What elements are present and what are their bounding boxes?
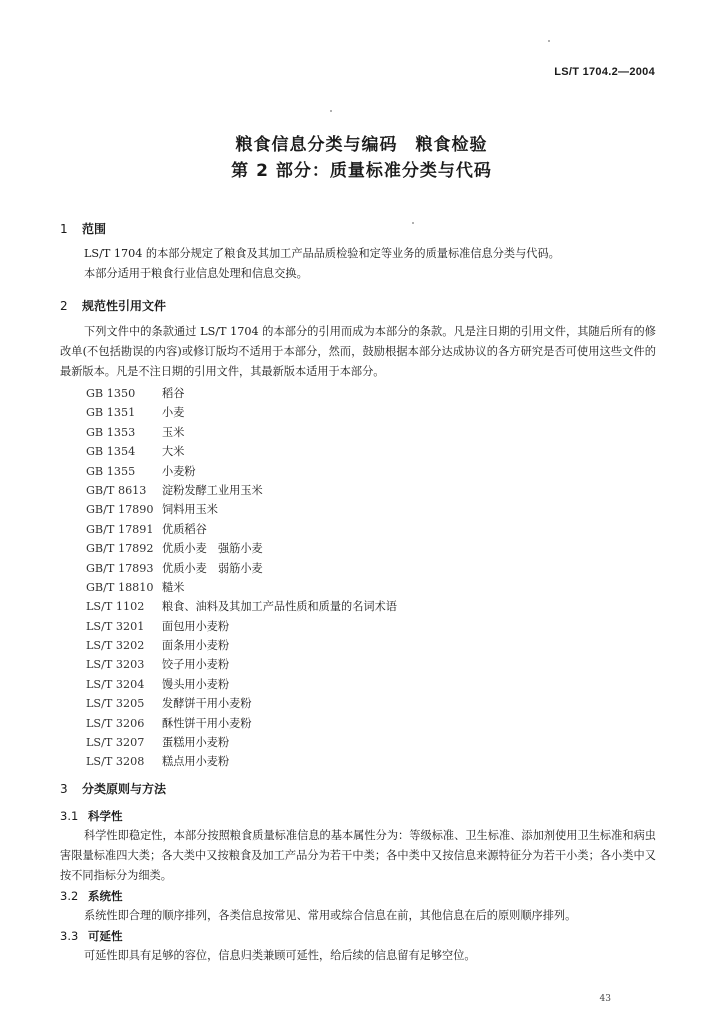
reference-name: 发酵饼干用小麦粉 — [162, 697, 252, 711]
subsection-3-1-heading — [60, 808, 123, 824]
reference-code: GB 1353 — [86, 425, 136, 439]
reference-name: 优质小麦 弱筋小麦 — [162, 561, 263, 575]
reference-code: GB/T 18810 — [86, 580, 154, 594]
subsection-3-1-text: 科学性即稳定性，本部分按照粮食质量标准信息的基本属性分为：等级标准、卫生标准、添加剂使用卫生标准和病虫害限量标准四大类；各大类中又按粮食及加工产品分为若干中类；各中类中又按信息来源特征分为若干小类；各小类中又按不同指标分为细类。 — [60, 829, 656, 882]
reference-name: 面条用小麦粉 — [162, 639, 230, 653]
reference-name: 糙米 — [162, 580, 185, 594]
subsection-number: 3.3 — [60, 929, 79, 943]
reference-code: GB/T 17893 — [86, 561, 154, 575]
reference-code: GB 1351 — [86, 406, 136, 420]
reference-name: 小麦 — [162, 406, 185, 420]
reference-item — [86, 403, 397, 422]
reference-name: 粮食、油料及其加工产品性质和质量的名词术语 — [162, 600, 397, 614]
reference-item — [86, 617, 397, 636]
reference-item — [86, 578, 397, 597]
normative-reference-list — [86, 384, 397, 772]
subsection-3-2-heading — [60, 888, 123, 904]
reference-item — [86, 442, 397, 461]
page-number: 43 — [599, 994, 611, 1004]
section-2-intro: 下列文件中的条款通过 LS/T 1704 的本部分的引用而成为本部分的条款。凡是注日期的引用文件，其随后所有的修改单(不包括勘误的内容)或修订版均不适用于本部分，然而，鼓励根据本部分达成协议的各方研究是否可使用这些文件的最新版本。凡是不注日期的引用文件，其最新版本适用于本部分。 — [60, 325, 656, 378]
document-title-line-2: 第 2 部分：质量标准分类与代码 — [231, 161, 492, 181]
section-title: 范围 — [82, 222, 107, 236]
reference-code: LS/T 3207 — [86, 736, 145, 750]
subsection-3-3-heading — [60, 928, 123, 944]
standard-number: LS/T 1704.2—2004 — [554, 66, 655, 78]
reference-name: 优质稻谷 — [162, 522, 207, 536]
reference-code: GB/T 17890 — [86, 503, 154, 517]
reference-name: 馒头用小麦粉 — [162, 677, 230, 691]
reference-code: GB/T 17892 — [86, 542, 154, 556]
reference-item — [86, 384, 397, 403]
section-title: 分类原则与方法 — [82, 782, 167, 796]
reference-item — [86, 655, 397, 674]
reference-code: LS/T 3203 — [86, 658, 145, 672]
reference-item — [86, 539, 397, 558]
reference-code: LS/T 3204 — [86, 677, 145, 691]
subsection-3-3-text: 可延性即具有足够的容位，信息归类兼顾可延性，给后续的信息留有足够空位。 — [84, 949, 476, 962]
scan-speck — [548, 40, 550, 42]
reference-code: LS/T 3201 — [86, 619, 145, 633]
section-1-paragraph-1: LS/T 1704 的本部分规定了粮食及其加工产品品质检验和定等业务的质量标准信息分类与代码。 — [84, 247, 560, 260]
reference-item — [86, 481, 397, 500]
reference-name: 糕点用小麦粉 — [162, 755, 230, 769]
section-title: 规范性引用文件 — [82, 299, 167, 313]
document-title-line-1: 粮食信息分类与编码 粮食检验 — [235, 135, 488, 155]
section-number: 2 — [60, 299, 68, 313]
reference-name: 饲料用玉米 — [162, 503, 218, 517]
reference-code: GB 1350 — [86, 387, 136, 400]
reference-item — [86, 752, 397, 771]
reference-name: 小麦粉 — [162, 464, 196, 478]
subsection-title: 可延性 — [88, 929, 123, 943]
reference-code: GB 1354 — [86, 445, 136, 459]
reference-name: 蛋糕用小麦粉 — [162, 736, 230, 750]
reference-code: LS/T 3208 — [86, 755, 145, 769]
reference-item — [86, 423, 397, 442]
subsection-title: 系统性 — [88, 889, 123, 903]
reference-code: GB/T 8613 — [86, 483, 147, 497]
scan-speck — [412, 222, 414, 224]
reference-item — [86, 559, 397, 578]
subsection-number: 3.1 — [60, 809, 79, 823]
section-3-heading — [60, 780, 166, 797]
reference-item — [86, 462, 397, 481]
section-2-heading — [60, 297, 166, 314]
reference-code: LS/T 3205 — [86, 697, 145, 711]
reference-item — [86, 636, 397, 655]
reference-name: 优质小麦 强筋小麦 — [162, 542, 263, 556]
section-number: 1 — [60, 222, 68, 236]
reference-name: 面包用小麦粉 — [162, 619, 230, 633]
reference-name: 酥性饼干用小麦粉 — [162, 716, 252, 730]
reference-item — [86, 733, 397, 752]
section-number: 3 — [60, 782, 68, 796]
subsection-3-2-text: 系统性即合理的顺序排列，各类信息按常见、常用或综合信息在前，其他信息在后的原则顺序排列。 — [84, 909, 577, 922]
reference-code: LS/T 3206 — [86, 716, 145, 730]
reference-item — [86, 675, 397, 694]
section-1-heading — [60, 220, 106, 237]
reference-code: GB/T 17891 — [86, 522, 154, 536]
reference-name: 淀粉发酵工业用玉米 — [162, 483, 263, 497]
reference-item — [86, 520, 397, 539]
reference-item — [86, 500, 397, 519]
subsection-number: 3.2 — [60, 889, 79, 903]
scan-speck — [330, 110, 332, 112]
reference-item — [86, 714, 397, 733]
reference-name: 玉米 — [162, 425, 185, 439]
reference-name: 饺子用小麦粉 — [162, 658, 230, 672]
reference-name: 稻谷 — [162, 387, 185, 400]
reference-code: LS/T 1102 — [86, 600, 145, 614]
reference-code: LS/T 3202 — [86, 639, 145, 653]
reference-item — [86, 597, 397, 616]
section-1-paragraph-2: 本部分适用于粮食行业信息处理和信息交换。 — [84, 267, 308, 280]
reference-code: GB 1355 — [86, 464, 136, 478]
reference-item — [86, 694, 397, 713]
subsection-title: 科学性 — [88, 809, 123, 823]
reference-name: 大米 — [162, 445, 185, 459]
